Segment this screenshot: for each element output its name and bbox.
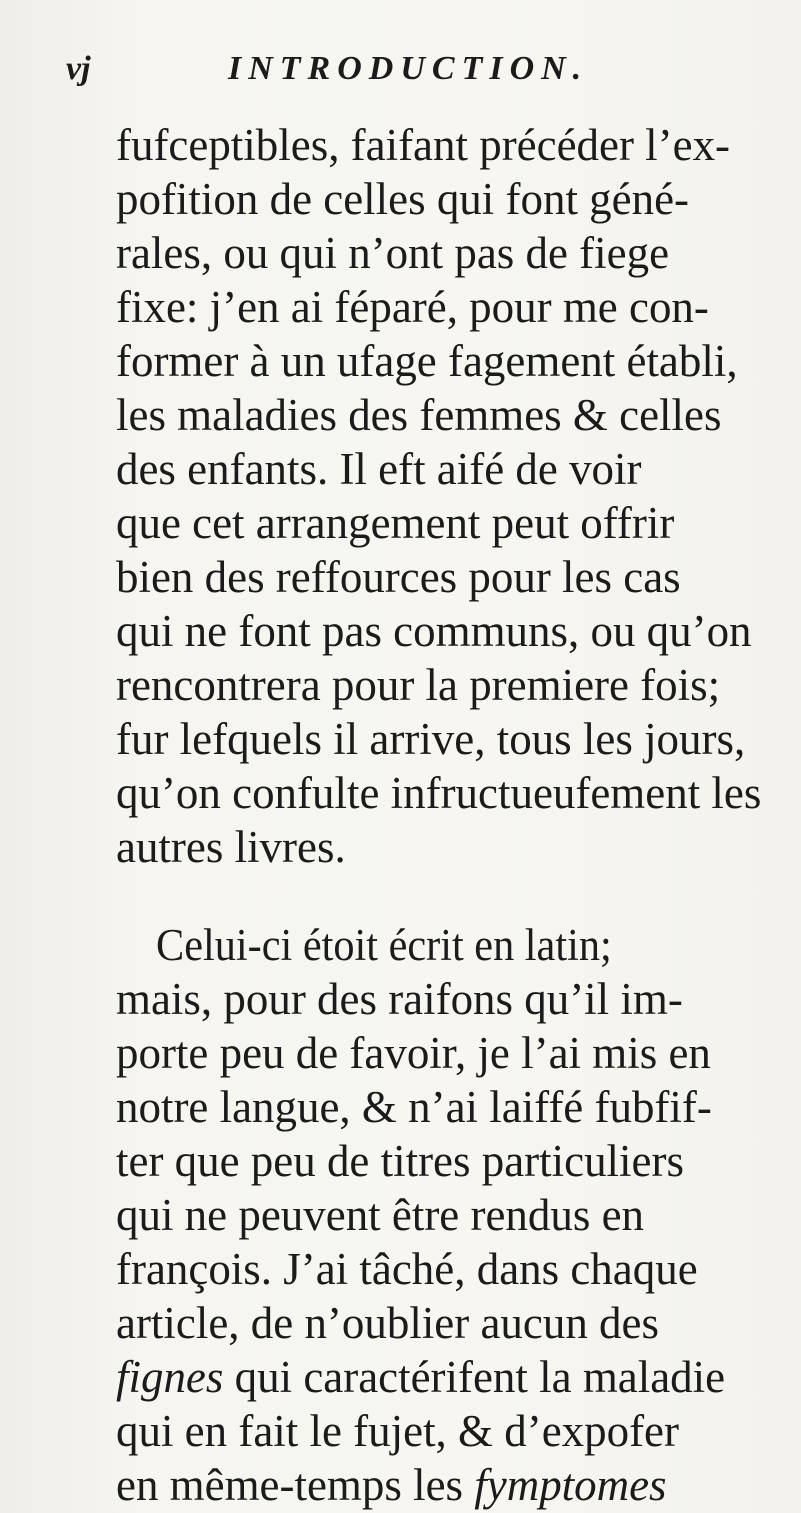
- text-line: Celui-ci étoit écrit en latin;: [156, 920, 612, 970]
- text-line: [116, 1350, 795, 1404]
- text-line: pofition de celles qui font géné-: [116, 174, 690, 224]
- italic-term: fignes: [116, 1352, 224, 1402]
- running-title: INTRODUCTION.: [228, 50, 589, 87]
- text-line: porte peu de favoir, je l’ai mis en: [116, 1028, 711, 1078]
- text-line: les maladies des femmes & celles: [116, 390, 722, 440]
- text-line: ter que peu de titres particuliers: [116, 1136, 684, 1186]
- text-line: fur lefquels il arrive, tous les jours,: [116, 714, 746, 764]
- text-line: article, de n’oublier aucun des: [116, 1298, 659, 1348]
- text-line: qu’on confulte infructueufement les: [116, 768, 762, 818]
- page-number: vj: [66, 50, 91, 87]
- text-fragment: en même-temps les: [116, 1460, 475, 1510]
- text-line: notre langue, & n’ai laiffé fubfif-: [116, 1082, 712, 1132]
- text-line: mais, pour des raifons qu’il im-: [116, 974, 683, 1024]
- text-line: fixe: j’en ai féparé, pour me con-: [116, 282, 709, 332]
- text-line: des enfants. Il eft aifé de voir: [116, 444, 642, 494]
- text-line: autres livres.: [116, 822, 346, 872]
- text-line: former à un ufage fagement établi,: [116, 336, 738, 386]
- text-line: fufceptibles, faifant précéder l’ex-: [116, 120, 731, 170]
- text-line: [116, 1458, 795, 1512]
- text-line: françois. J’ai tâché, dans chaque: [116, 1244, 698, 1294]
- text-line: qui ne peuvent être rendus en: [116, 1190, 645, 1240]
- italic-term: fymptomes: [474, 1460, 667, 1510]
- text-fragment: qui caractérifent la maladie: [223, 1352, 726, 1402]
- text-line: qui en fait le fujet, & d’expofer: [116, 1406, 679, 1456]
- text-line: rales, ou qui n’ont pas de fiege: [116, 228, 670, 278]
- text-line: bien des reffources pour les cas: [116, 552, 681, 602]
- text-line: rencontrera pour la premiere fois;: [116, 660, 721, 710]
- text-line: qui ne font pas communs, ou qu’on: [116, 606, 752, 656]
- text-line: que cet arrangement peut offrir: [116, 498, 675, 548]
